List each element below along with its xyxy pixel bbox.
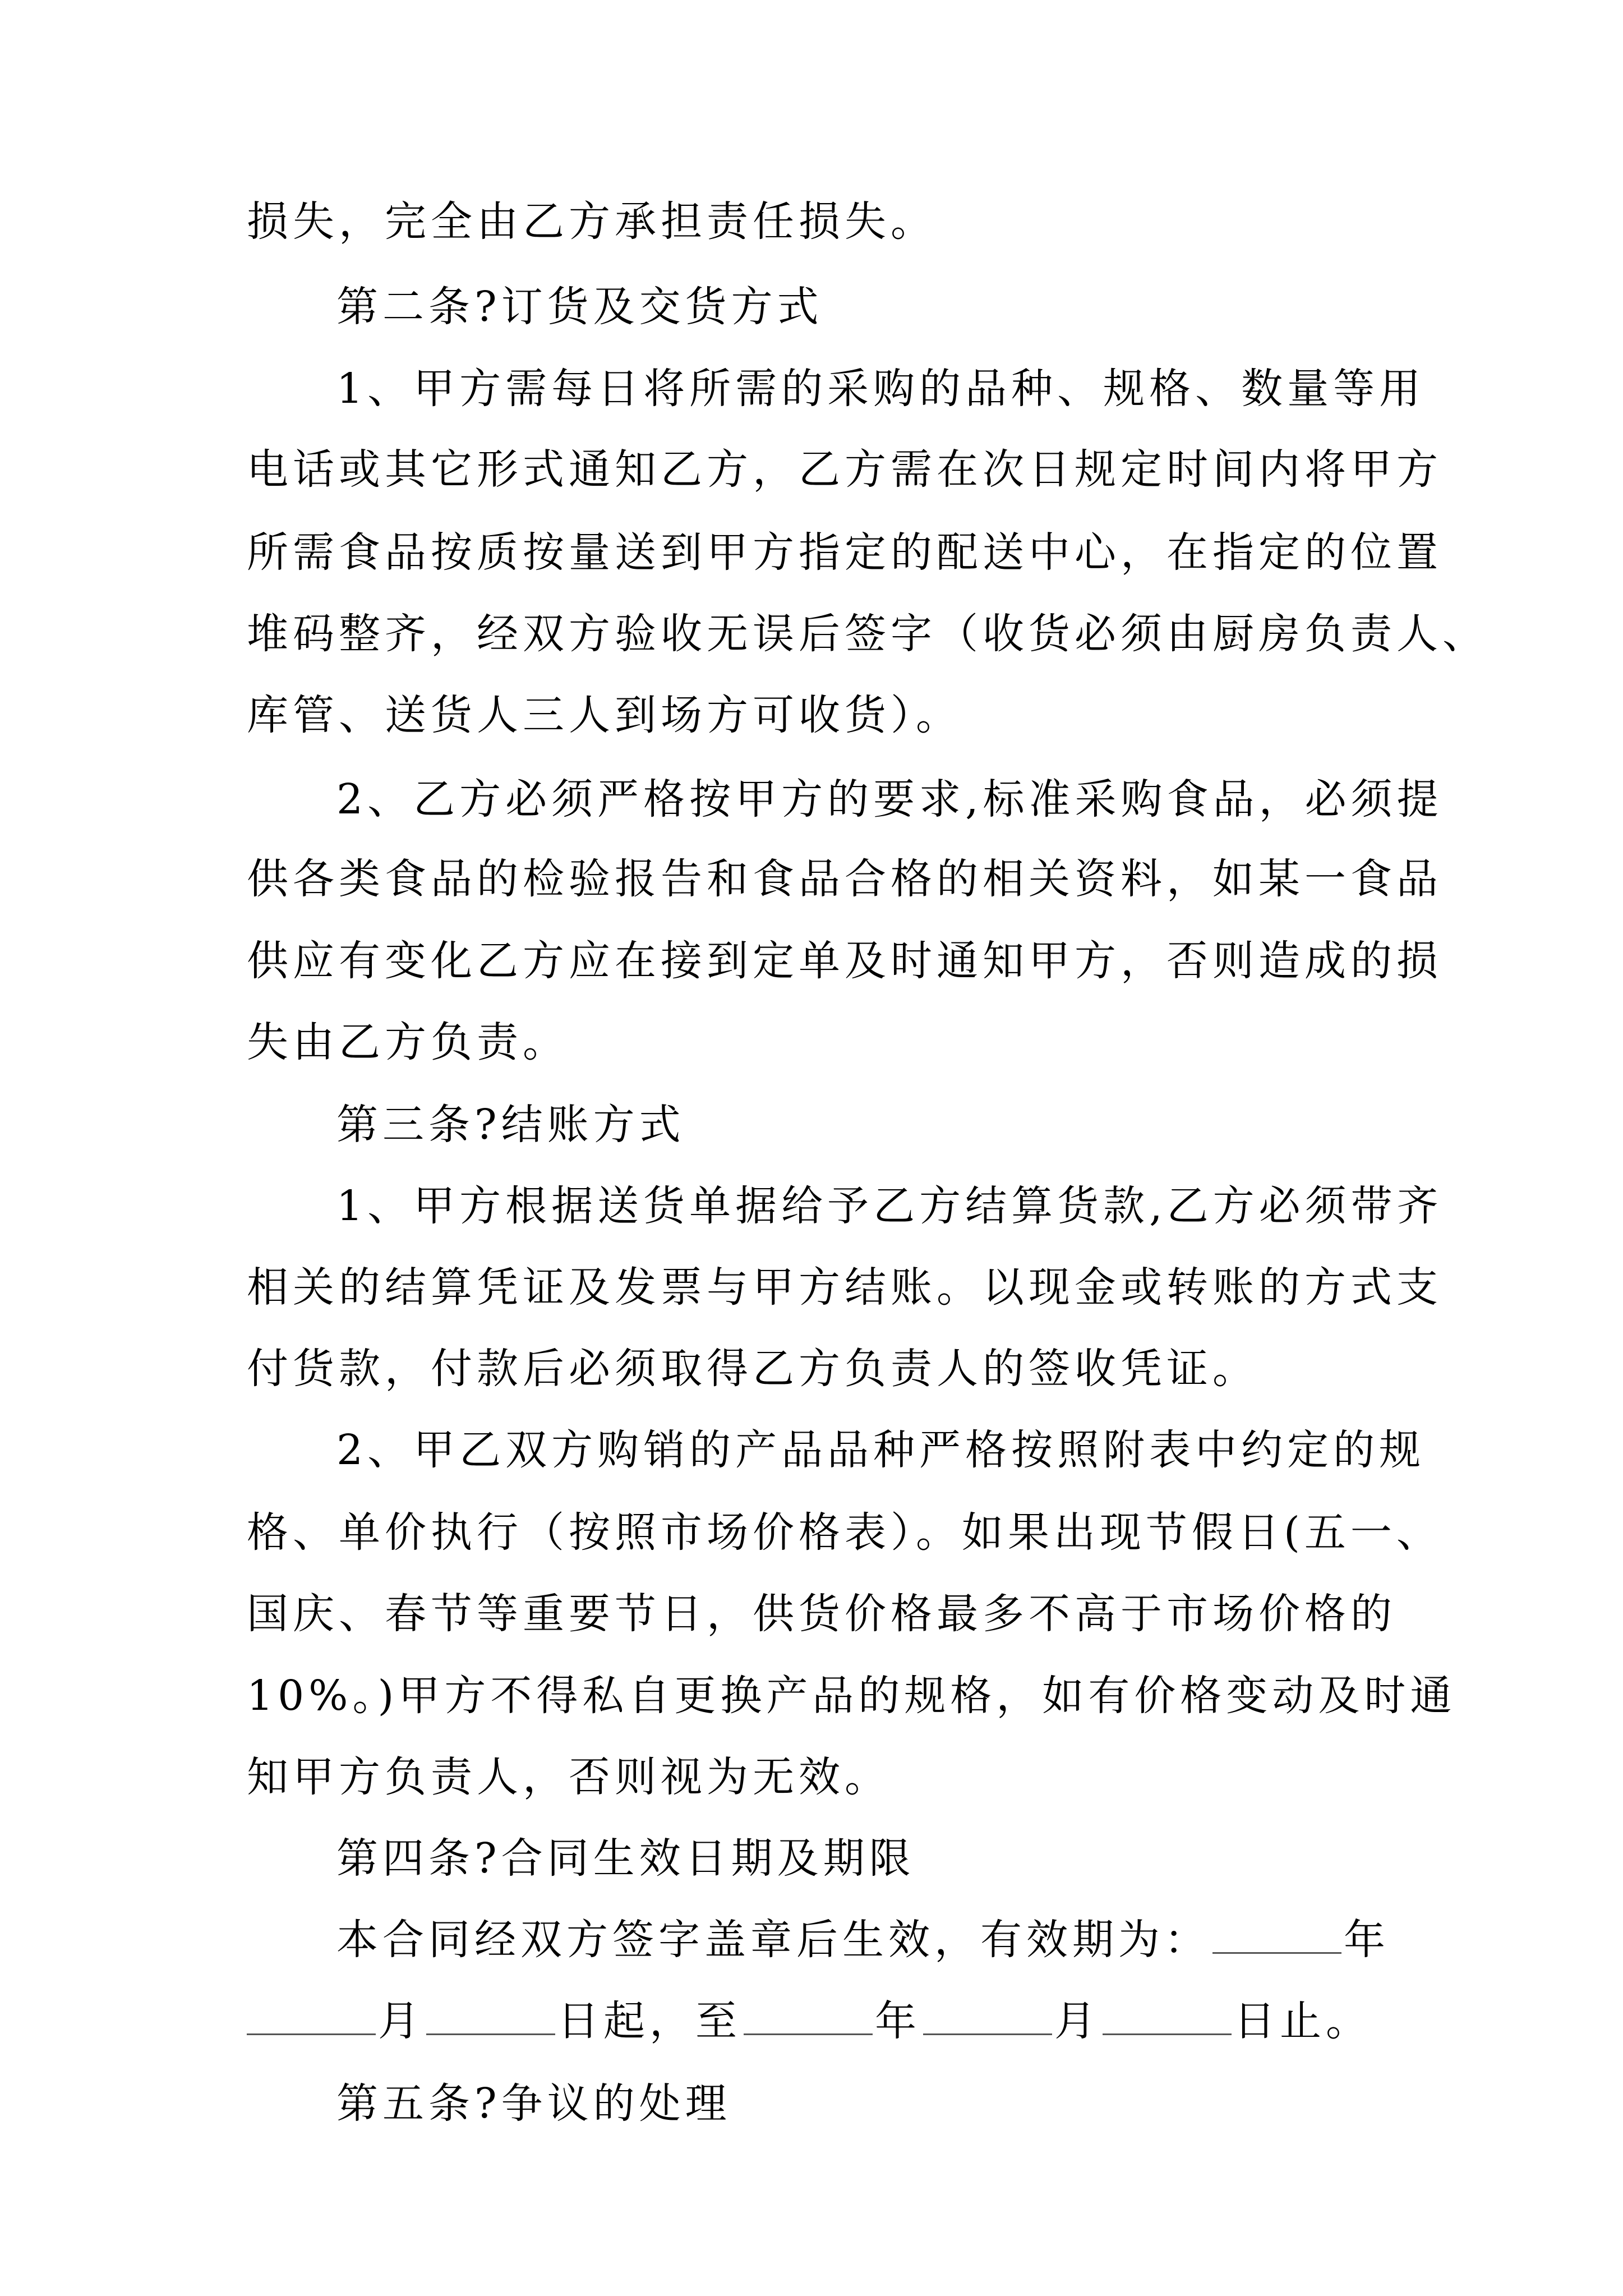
end-month-blank bbox=[923, 1994, 1052, 2035]
end-day-blank bbox=[1103, 1994, 1232, 2035]
end-month-label: 月 bbox=[1054, 1997, 1100, 2045]
year-blank bbox=[1212, 1913, 1341, 1954]
paragraph-line: 2、甲乙双方购销的产品品种严格按照附表中约定的规 bbox=[336, 1426, 1426, 1474]
paragraph-line: 10%。)甲方不得私自更换产品的规格，如有价格变动及时通 bbox=[247, 1672, 1456, 1720]
article-heading-2: 第二条?订货及交货方式 bbox=[336, 283, 823, 331]
paragraph-line: 国庆、春节等重要节日，供货价格最多不高于市场价格的 bbox=[247, 1590, 1396, 1638]
month-label: 月 bbox=[378, 1997, 424, 2045]
end-year-blank bbox=[744, 1994, 873, 2035]
paragraph-line: 1、甲方需每日将所需的采购的品种、规格、数量等用 bbox=[336, 365, 1426, 413]
paragraph-line: 堆码整齐，经双方验收无误后签字（收货必须由厨房负责人、 bbox=[247, 610, 1488, 658]
paragraph-line: 供各类食品的检验报告和食品合格的相关资料，如某一食品 bbox=[247, 855, 1442, 903]
end-year-label: 年 bbox=[875, 1997, 921, 2045]
end-day-label: 日止。 bbox=[1234, 1997, 1372, 2045]
paragraph-line: 付货款，付款后必须取得乙方负责人的签收凭证。 bbox=[247, 1345, 1258, 1393]
article-heading-5: 第五条?争议的处理 bbox=[336, 2079, 731, 2128]
month-blank bbox=[247, 1994, 376, 2035]
paragraph-line: 供应有变化乙方应在接到定单及时通知甲方，否则造成的损 bbox=[247, 937, 1442, 985]
paragraph-line: 知甲方负责人，否则视为无效。 bbox=[247, 1753, 891, 1801]
year-label: 年 bbox=[1344, 1916, 1390, 1964]
validity-line-1 bbox=[336, 1912, 1492, 1968]
paragraph-line: 失由乙方负责。 bbox=[247, 1018, 569, 1066]
article-heading-4: 第四条?合同生效日期及期限 bbox=[336, 1834, 915, 1883]
paragraph-line: 所需食品按质按量送到甲方指定的配送中心，在指定的位置 bbox=[247, 528, 1442, 577]
paragraph-line: 1、甲方根据送货单据给予乙方结算货款,乙方必须带齐 bbox=[336, 1182, 1443, 1230]
paragraph-line: 格、单价执行（按照市场价格表）。如果出现节假日(五一、 bbox=[247, 1508, 1442, 1557]
article-heading-3: 第三条?结账方式 bbox=[336, 1101, 685, 1149]
paragraph-line: 损失，完全由乙方承担责任损失。 bbox=[247, 197, 937, 246]
paragraph-line: 2、乙方必须严格按甲方的要求,标准采购食品，必须提 bbox=[336, 775, 1443, 823]
paragraph-line: 电话或其它形式通知乙方，乙方需在次日规定时间内将甲方 bbox=[247, 445, 1442, 494]
paragraph-line: 库管、送货人三人到场方可收货）。 bbox=[247, 691, 962, 739]
validity-text: 本合同经双方签字盖章后生效，有效期为： bbox=[336, 1916, 1210, 1964]
day-blank bbox=[426, 1994, 555, 2035]
day-from-label: 日起，至 bbox=[557, 1997, 741, 2045]
validity-line-2 bbox=[247, 1993, 1402, 2049]
paragraph-line: 相关的结算凭证及发票与甲方结账。以现金或转账的方式支 bbox=[247, 1263, 1442, 1312]
